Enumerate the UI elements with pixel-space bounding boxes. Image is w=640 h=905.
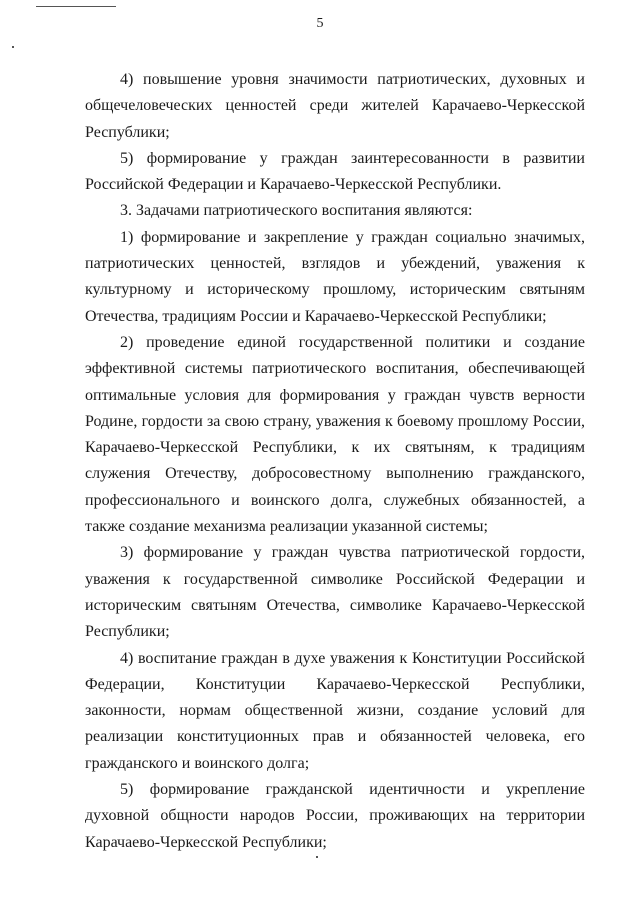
paragraph: 2) проведение единой государственной политики и создание эффективной системы патриотического воспитания, обеспечивающей оптимальные условия для формирования у граждан чувств верности Родине, гордости за свою страну, уважения к боевому прошлому России, Карачаево-Черкесской Республики, к их святыням, к традициям служения Отечеству, добросовестному выполнению гражданского, профессионального и воинского долга, служебных обязанностей, а также создание механизма реализации указанной системы;: [85, 333, 585, 536]
page-number: 5: [316, 16, 324, 31]
scan-dot: [12, 46, 14, 48]
scan-line-top: [36, 6, 116, 7]
paragraph: 1) формирование и закрепление у граждан социально значимых, патриотических ценностей, взглядов и убеждений, уважения к культурному и историческому прошлому, историческим святыням Отечества, традициям России и Карачаево-Черкесской Республики;: [85, 228, 585, 325]
paragraph: 4) повышение уровня значимости патриотических, духовных и общечеловеческих ценностей среди жителей Карачаево-Черкесской Республики;: [85, 71, 585, 141]
scan-dot: [316, 856, 318, 858]
paragraph: 5) формирование у граждан заинтересованности в развитии Российской Федерации и Карачаево-Черкесской Республики.: [85, 149, 585, 194]
paragraph: 3. Задачами патриотического воспитания являются:: [120, 202, 473, 220]
paragraph: 5) формирование гражданской идентичности и укрепление духовной общности народов России, проживающих на территории Карачаево-Черкесской Республики;: [85, 781, 585, 851]
paragraph: 4) воспитание граждан в духе уважения к Конституции Российской Федерации, Конституции Карачаево-Черкесской Республики, законности, нормам общественной жизни, создание условий для реализации конституционных прав и обязанностей человека, его гражданского и воинского долга;: [85, 649, 585, 772]
paragraph: 3) формирование у граждан чувства патриотической гордости, уважения к государственной символике Российской Федерации и историческим святыням Отечества, символике Карачаево-Черкесской Республики;: [85, 544, 585, 641]
document-body: [85, 67, 585, 856]
